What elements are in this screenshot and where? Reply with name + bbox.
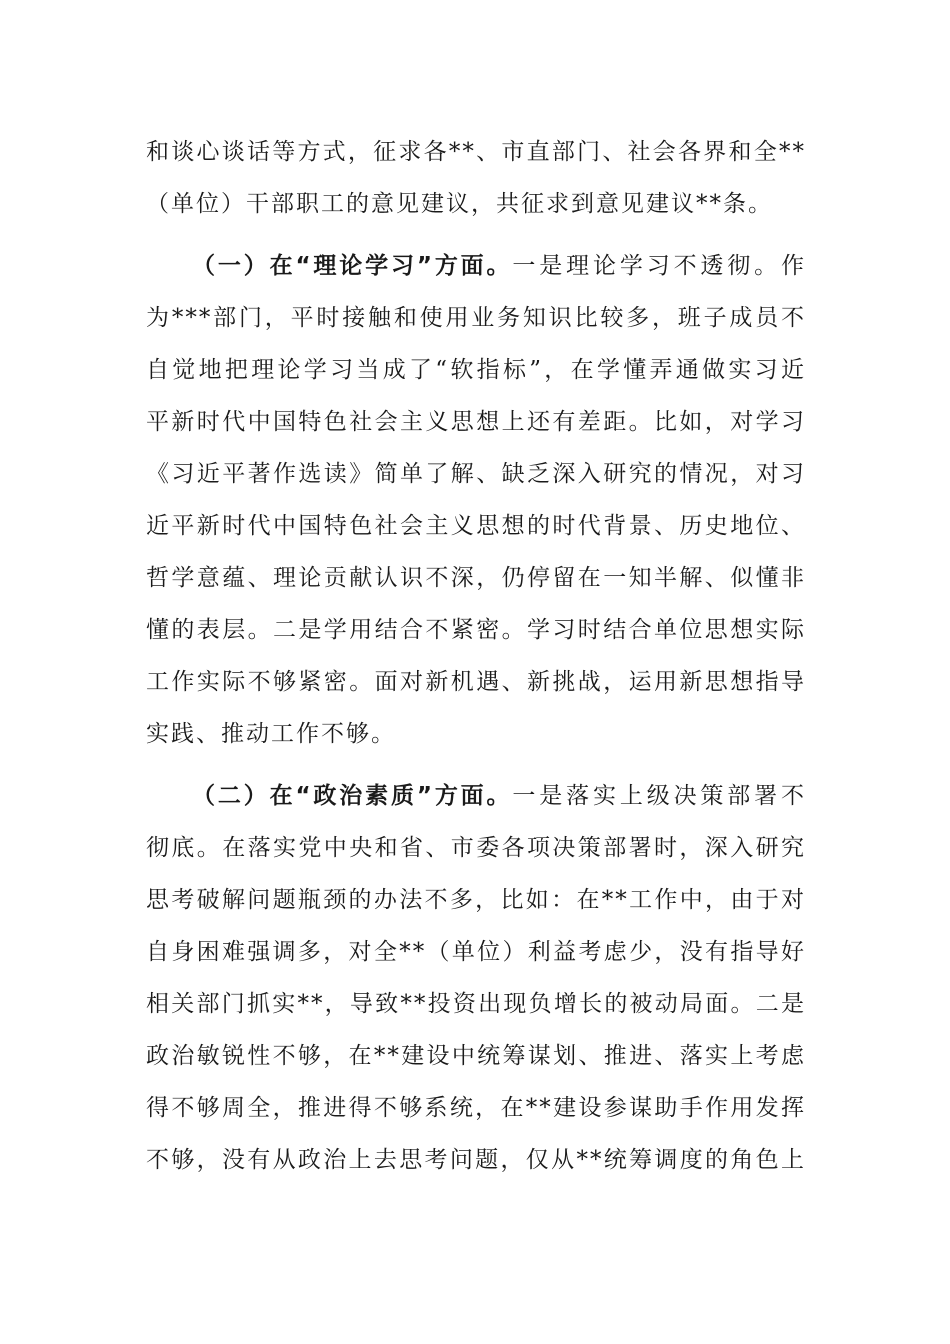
text-line: 得不够周全，推进得不够系统，在**建设参谋助手作用发挥 [146, 1095, 806, 1121]
text-line: 为***部门，平时接触和使用业务知识比较多，班子成员不 [146, 305, 806, 331]
text-line: 自身困难强调多，对全**（单位）利益考虑少，没有指导好 [146, 939, 806, 965]
paragraph-intro [146, 126, 806, 230]
text-line: 和谈心谈话等方式，征求各**、市直部门、社会各界和全** [146, 139, 806, 165]
text-line: 平新时代中国特色社会主义思想上还有差距。比如，对学习 [146, 409, 806, 435]
text-line: 哲学意蕴、理论贡献认识不深，仍停留在一知半解、似懂非 [146, 565, 806, 591]
text-span: 一是落实上级决策部署不 [512, 783, 806, 809]
text-line: 不够，没有从政治上去思考问题，仅从**统筹调度的角色上 [146, 1147, 806, 1173]
document-body [146, 126, 806, 1186]
text-line: 相关部门抓实**，导致**投资出现负增长的被动局面。二是 [146, 991, 806, 1017]
text-line: 彻底。在落实党中央和省、市委各项决策部署时，深入研究 [146, 835, 806, 861]
paragraph-theory-study [146, 240, 806, 760]
text-line: 懂的表层。二是学用结合不紧密。学习时结合单位思想实际 [146, 617, 806, 643]
text-line: （单位）干部职工的意见建议，共征求到意见建议**条。 [146, 191, 773, 217]
section-heading-theory-study: （一）在“理论学习”方面。 [192, 253, 513, 279]
text-line [146, 240, 806, 292]
text-line: 近平新时代中国特色社会主义思想的时代背景、历史地位、 [146, 513, 806, 539]
text-span: 一是理论学习不透彻。作 [512, 253, 806, 279]
text-line: 自觉地把理论学习当成了“软指标”，在学懂弄通做实习近 [146, 357, 806, 383]
text-line: 政治敏锐性不够，在**建设中统筹谋划、推进、落实上考虑 [146, 1043, 806, 1069]
text-line: 《习近平著作选读》简单了解、缺乏深入研究的情况，对习 [146, 461, 806, 487]
paragraph-political-quality [146, 770, 806, 1186]
section-heading-political-quality: （二）在“政治素质”方面。 [192, 783, 513, 809]
text-line: 实践、推动工作不够。 [146, 721, 396, 747]
text-line: 工作实际不够紧密。面对新机遇、新挑战，运用新思想指导 [146, 669, 806, 695]
text-line: 思考破解问题瓶颈的办法不多，比如：在**工作中，由于对 [146, 887, 806, 913]
text-line [146, 770, 806, 822]
